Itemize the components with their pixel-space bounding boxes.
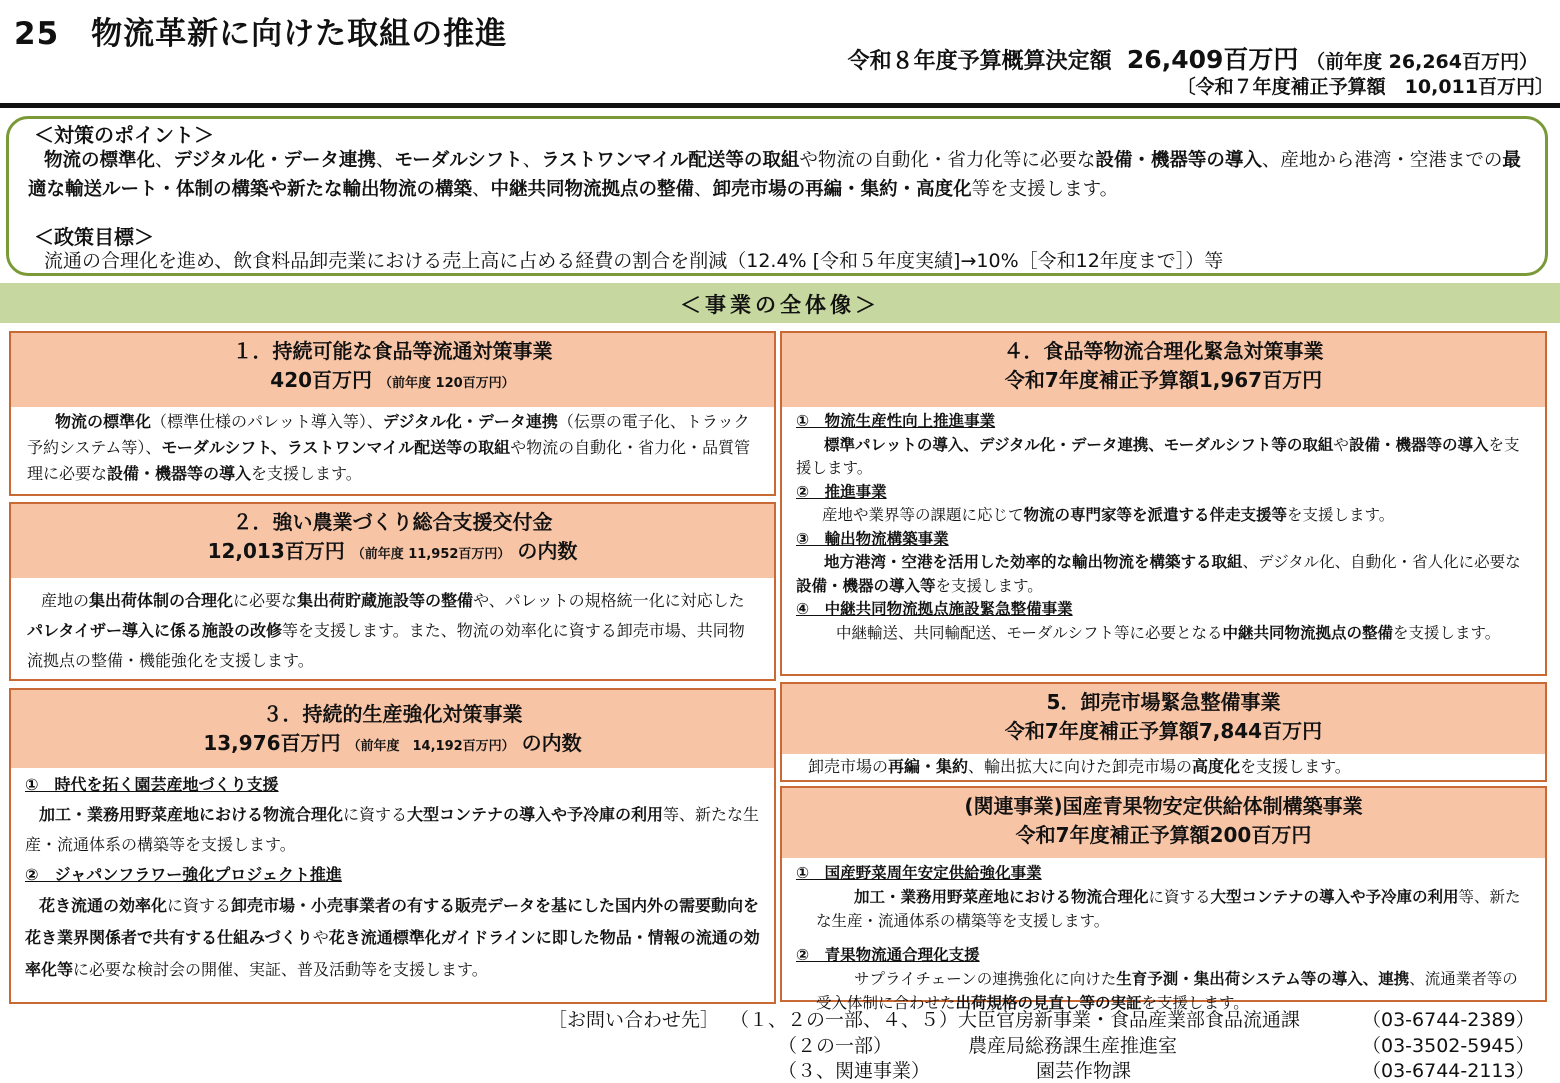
body-text: 、 bbox=[155, 150, 174, 171]
card-3-section-1-text bbox=[25, 800, 764, 860]
card-2-title: ２．強い農業づくり総合支援交付金 bbox=[232, 510, 553, 534]
goal-heading: ＜政策目標＞ bbox=[34, 225, 154, 249]
emphasis-text: 生育予測・集出荷システム等の導入、連携 bbox=[1116, 970, 1410, 988]
budget-prev-year: （前年度 26,264百万円） bbox=[1306, 51, 1538, 73]
emphasis-text: 標準パレットの導入、デジタル化・データ連携、モーダルシフト等の取組 bbox=[824, 435, 1334, 454]
goal-text: 流通の合理化を進め、飲食料品卸売業における売上高に占める経費の割合を削減（12.4% [令和５年度実績]→10%［令和12年度まで］）等 bbox=[44, 250, 1224, 272]
body-text: に資する bbox=[343, 805, 408, 824]
card-6-title: (関連事業)国産青果物安定供給体制構築事業 bbox=[964, 794, 1363, 818]
card-4-title: ４．食品等物流合理化緊急対策事業 bbox=[1003, 339, 1324, 363]
emphasis-text: 中継共同物流拠点の整備 bbox=[490, 179, 695, 200]
card-6-section-1-heading: ① 国産野菜周年安定供給強化事業 bbox=[796, 864, 1042, 882]
card-3-amount-note: （前年度 14,192百万円） bbox=[347, 739, 515, 754]
card-4-body bbox=[782, 407, 1545, 645]
card-4-amount-line: 令和7年度補正予算額1,967百万円 bbox=[1004, 368, 1323, 392]
points-text bbox=[28, 146, 1532, 204]
body-text: 中継輸送、共同輸配送、モーダルシフト等に必要となる bbox=[836, 623, 1223, 642]
emphasis-text: モーダルシフト、ラストワンマイル配送等の取組 bbox=[161, 438, 511, 457]
body-text: 、 bbox=[375, 150, 395, 171]
project-card-6 bbox=[780, 786, 1547, 1012]
card-6-section-2-heading: ② 青果物流通合理化支援 bbox=[796, 946, 980, 964]
body-text: に資する bbox=[1148, 888, 1211, 906]
project-card-1 bbox=[9, 331, 776, 496]
project-card-3 bbox=[9, 688, 776, 1004]
supplementary-budget: 〔令和７年度補正予算額 10,011百万円〕 bbox=[1176, 76, 1554, 98]
card-3-header bbox=[11, 690, 774, 768]
body-text: 産地や業界等の課題に応じて bbox=[822, 506, 1024, 524]
card-3-section-2-heading: ② ジャパンフラワー強化プロジェクト推進 bbox=[25, 865, 342, 884]
emphasis-text: ラストワンマイル配送等の取組 bbox=[541, 150, 800, 171]
project-card-5 bbox=[780, 682, 1547, 782]
body-text: 等、新たな生産・流通体系の構築等を支援します。 bbox=[25, 805, 760, 854]
emphasis-text: 集出荷貯蔵施設等の整備 bbox=[297, 591, 474, 610]
budget-summary bbox=[848, 40, 1538, 76]
card-1-text bbox=[27, 409, 758, 487]
body-text: 、産地から港湾・空港までの bbox=[1261, 150, 1503, 171]
contact-label: ［お問い合わせ先］ bbox=[548, 1009, 720, 1031]
body-text: や、パレットの規格統一化に対応した bbox=[473, 591, 745, 610]
card-2-amount-suffix: の内数 bbox=[517, 539, 578, 563]
card-2-amount-note: （前年度 11,952百万円） bbox=[351, 547, 511, 562]
emphasis-text: 物流の標準化 bbox=[44, 150, 156, 171]
card-4-section-3-heading: ③ 輸出物流構築事業 bbox=[796, 529, 949, 548]
contact-tel-1: （03-6744-2389） bbox=[1362, 1009, 1535, 1031]
card-3-amount: 13,976百万円 bbox=[203, 731, 341, 755]
card-3-section-1-heading: ① 時代を拓く園芸産地づくり支援 bbox=[25, 775, 279, 794]
card-2-text bbox=[27, 586, 758, 676]
body-text: 、 bbox=[472, 179, 491, 200]
body-text: や物流の自動化・省力化等に必要な bbox=[799, 150, 1096, 171]
emphasis-text: 設備・機器等の導入 bbox=[1095, 150, 1262, 171]
emphasis-text: 再編・集約 bbox=[888, 757, 969, 776]
body-text: に必要な bbox=[233, 591, 298, 610]
emphasis-text: 高度化 bbox=[1192, 757, 1241, 776]
body-text: （伝票の電子化、トラック予約システム等）、 bbox=[27, 412, 750, 457]
card-5-body bbox=[782, 754, 1545, 780]
emphasis-text: 花き流通標準化ガイドラインに即した物品・情報の流通の効率化等 bbox=[25, 928, 760, 979]
emphasis-text: 物流の専門家等を派遣する伴走支援等 bbox=[1023, 506, 1288, 524]
emphasis-text: 加工・業務用野菜産地における物流合理化 bbox=[854, 888, 1149, 906]
card-5-title: 5．卸売市場緊急整備事業 bbox=[1046, 690, 1281, 714]
card-1-title: １．持続可能な食品等流通対策事業 bbox=[232, 339, 553, 363]
card-3-body bbox=[11, 768, 774, 986]
emphasis-text: 設備・機器等の導入 bbox=[1348, 435, 1489, 454]
card-1-body bbox=[11, 407, 774, 487]
body-text: 等を支援します。 bbox=[971, 179, 1119, 200]
card-4-section-2-text bbox=[796, 504, 1531, 528]
emphasis-text: 大型コンテナの導入や予冷庫の利用 bbox=[407, 805, 664, 824]
emphasis-text: 物流の標準化 bbox=[55, 412, 152, 431]
body-text: 、輸出拡大に向けた卸売市場の bbox=[968, 757, 1193, 776]
body-text: を支援します。 bbox=[1240, 757, 1351, 776]
emphasis-text: 設備・機器等の導入 bbox=[107, 464, 252, 483]
emphasis-text: デジタル化・データ連携 bbox=[173, 150, 376, 171]
emphasis-text: 設備・機器の導入等 bbox=[796, 576, 936, 595]
card-6-header bbox=[782, 788, 1545, 858]
emphasis-text: 卸売市場・小売事業者の有する販売データを基にした国内外の需要動向を花き業界関係者で共有する仕組みづくり bbox=[25, 896, 760, 947]
body-text: を支援します。 bbox=[935, 576, 1043, 595]
budget-label: 令和８年度予算概算決定額 bbox=[847, 49, 1112, 74]
contact-tel-3: （03-6744-2113） bbox=[1362, 1060, 1535, 1082]
emphasis-text: 地方港湾・空港を活用した効率的な輸出物流を構築する取組 bbox=[824, 553, 1243, 571]
card-3-section-2-text bbox=[25, 890, 764, 986]
overview-title: ＜事業の全体像＞ bbox=[680, 293, 880, 317]
contact-scope-3: （３、関連事業） bbox=[778, 1060, 931, 1082]
card-4-section-1-heading: ① 物流生産性向上推進事業 bbox=[796, 412, 996, 430]
body-text: 、 bbox=[522, 150, 542, 171]
points-heading: ＜対策のポイント＞ bbox=[34, 123, 214, 147]
card-5-header bbox=[782, 684, 1545, 754]
emphasis-text: 大型コンテナの導入や予冷庫の利用 bbox=[1210, 888, 1459, 906]
card-2-amount: 12,013百万円 bbox=[207, 539, 345, 563]
body-text: や bbox=[1333, 435, 1349, 454]
emphasis-text: 加工・業務用野菜産地における物流合理化 bbox=[39, 805, 344, 824]
card-4-header bbox=[782, 333, 1545, 407]
body-text: を支援します。 bbox=[1287, 506, 1395, 524]
emphasis-text: 卸売市場の再編・集約・高度化 bbox=[712, 179, 972, 200]
body-text: を支援します。 bbox=[1393, 623, 1501, 642]
contact-tel-2: （03-3502-5945） bbox=[1362, 1035, 1535, 1057]
body-text: 、デジタル化、自動化・省人化に必要な bbox=[1242, 553, 1521, 571]
card-1-header bbox=[11, 333, 774, 407]
body-text: に資する bbox=[167, 896, 232, 915]
body-text: や物流の自動化・省力化・品質管理に必要な bbox=[27, 438, 751, 483]
contact-dept-3: 園芸作物課 bbox=[1036, 1060, 1132, 1082]
emphasis-text: 花き流通の効率化 bbox=[39, 896, 168, 915]
card-3-amount-line bbox=[11, 729, 774, 761]
emphasis-text: 中継共同物流拠点の整備 bbox=[1222, 623, 1394, 642]
card-1-amount-line bbox=[11, 366, 774, 398]
project-card-2 bbox=[9, 502, 776, 681]
body-text: 卸売市場の bbox=[808, 757, 889, 776]
card-2-body bbox=[11, 578, 774, 676]
contact-dept-2: 農産局総務課生産推進室 bbox=[968, 1035, 1178, 1057]
emphasis-text: モーダルシフト bbox=[394, 150, 523, 171]
body-text: 、流通業者等の受入体制に合わせた bbox=[816, 970, 1518, 1012]
emphasis-text: 出荷規格の見直し等の実証 bbox=[955, 994, 1142, 1012]
card-4-section-4-text bbox=[796, 622, 1531, 646]
emphasis-text: デジタル化・データ連携 bbox=[382, 412, 558, 431]
body-text: を支援します。 bbox=[796, 435, 1520, 477]
card-1-amount-note: （前年度 120百万円） bbox=[379, 376, 515, 391]
project-card-4 bbox=[780, 331, 1547, 676]
contact-scope-2: （２の一部） bbox=[778, 1035, 893, 1057]
card-6-body bbox=[782, 858, 1545, 1015]
body-text: 産地の bbox=[41, 591, 90, 610]
card-3-title: ３．持続的生産強化対策事業 bbox=[262, 702, 523, 726]
card-2-header bbox=[11, 504, 774, 578]
card-3-amount-suffix: の内数 bbox=[521, 731, 582, 755]
body-text: を支援します。 bbox=[1141, 994, 1249, 1012]
emphasis-text: パレタイザー導入に係る施設の改修 bbox=[27, 621, 283, 640]
body-text: 等を支援します。また、物流の効率化に資する卸売市場、共同物流拠点の整備・機能強化を支援します。 bbox=[27, 621, 745, 670]
card-1-amount: 420百万円 bbox=[270, 368, 373, 392]
body-text: に必要な検討会の開催、実証、普及活動等を支援します。 bbox=[73, 960, 488, 979]
card-5-amount-line: 令和7年度補正予算額7,844百万円 bbox=[1004, 719, 1323, 743]
emphasis-text: 集出荷体制の合理化 bbox=[89, 591, 234, 610]
card-4-section-2-heading: ② 推進事業 bbox=[796, 482, 887, 501]
body-text: を支援します。 bbox=[251, 464, 362, 483]
body-text: サプライチェーンの連携強化に向けた bbox=[854, 970, 1117, 988]
page-title: 25 物流革新に向けた取組の推進 bbox=[14, 16, 508, 52]
card-5-text bbox=[808, 754, 1535, 780]
header-divider bbox=[0, 103, 1560, 108]
card-4-section-4-heading: ④ 中継共同物流拠点施設緊急整備事業 bbox=[796, 600, 1073, 618]
contact-scope-1: （１、２の一部、４、５） bbox=[730, 1009, 959, 1031]
card-4-section-3-text bbox=[796, 551, 1531, 598]
card-6-amount-line: 令和7年度補正予算額200百万円 bbox=[1015, 823, 1312, 847]
body-text: や bbox=[312, 928, 329, 947]
card-2-amount-line bbox=[11, 537, 774, 569]
card-6-section-1-text bbox=[796, 885, 1531, 933]
body-text: 等、新たな生産・流通体系の構築等を支援します。 bbox=[816, 888, 1521, 930]
body-text: （標準仕様のパレット導入等）、 bbox=[151, 412, 383, 431]
card-4-section-1-text bbox=[796, 434, 1531, 481]
contact-dept-1: 大臣官房新事業・食品産業部食品流通課 bbox=[958, 1009, 1301, 1031]
budget-amount: 26,409百万円 bbox=[1126, 45, 1299, 74]
emphasis-text: 最適な輸送ルート・体制の構築や新たな輸出物流の構築 bbox=[28, 150, 1521, 200]
body-text: 、 bbox=[694, 179, 713, 200]
